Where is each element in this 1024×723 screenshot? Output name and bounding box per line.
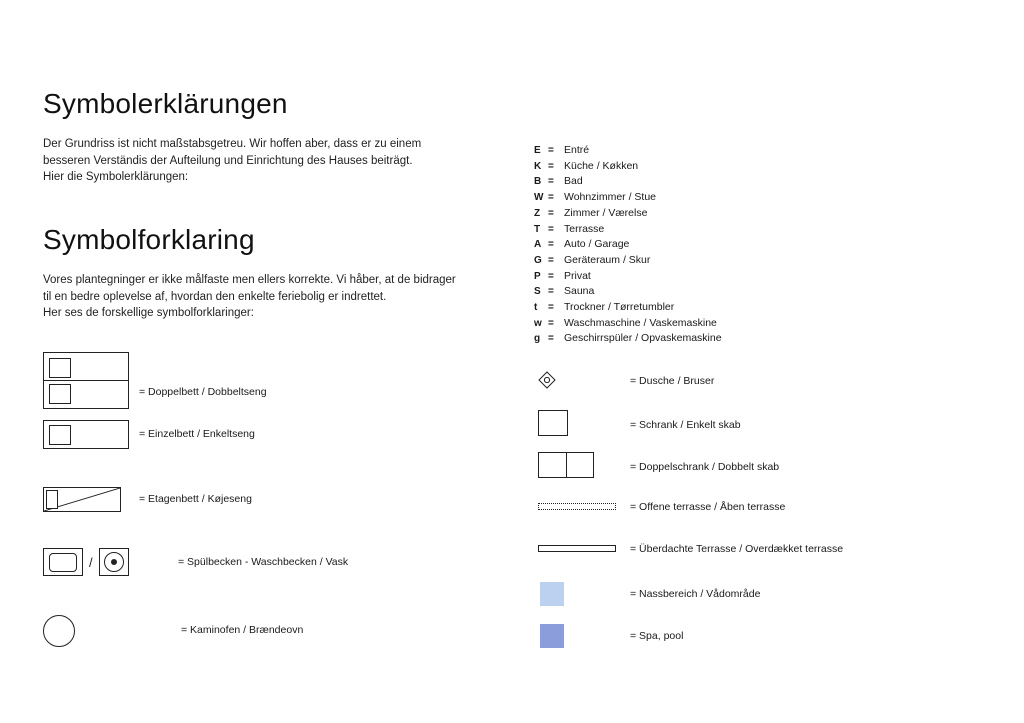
intro-paragraph-de bbox=[43, 136, 503, 186]
sink-square-icon bbox=[43, 548, 83, 576]
legend-label: = Etagenbett / Køjeseng bbox=[139, 493, 252, 505]
intro-paragraph-da bbox=[43, 272, 503, 322]
fireplace-stove-icon bbox=[43, 615, 75, 647]
legend-label: = Nassbereich / Vådområde bbox=[630, 587, 761, 600]
abbreviation-row bbox=[534, 253, 974, 269]
abbreviation-value: Entré bbox=[564, 144, 590, 156]
double-bed-icon bbox=[43, 352, 129, 409]
legend-label: = Offene terrasse / Åben terrasse bbox=[630, 500, 786, 513]
abbreviation-value: Küche / Køkken bbox=[564, 159, 639, 172]
abbreviation-key: P bbox=[534, 270, 541, 282]
legend-item-stove bbox=[43, 603, 513, 664]
intro-da-line-3: Her ses de forskellige symbolforklaringer: bbox=[43, 307, 254, 320]
legend-column-right bbox=[534, 367, 984, 665]
legend-label: = Schrank / Enkelt skab bbox=[630, 418, 741, 431]
legend-item-cupboard bbox=[534, 410, 984, 453]
abbreviation-row bbox=[534, 316, 974, 332]
legend-label: = Überdachte Terrasse / Overdækket terrasse bbox=[630, 543, 844, 555]
abbreviation-row bbox=[534, 190, 974, 206]
abbreviation-key: W bbox=[534, 192, 544, 204]
sink-separator: / bbox=[89, 554, 93, 570]
legend-label: = Kaminofen / Brændeovn bbox=[181, 624, 304, 636]
abbreviation-row bbox=[534, 174, 974, 190]
abbreviation-key: A bbox=[534, 239, 542, 251]
legend-item-covered-terrace bbox=[534, 537, 984, 580]
abbreviation-key: Z bbox=[534, 207, 541, 219]
intro-da-line-1: Vores plantegninger er ikke målfaste men ellers korrekte. Vi håber, at de bidrager bbox=[43, 274, 456, 287]
legend-item-sink bbox=[43, 542, 513, 603]
abbreviation-row bbox=[534, 284, 974, 300]
legend-label: = Doppelschrank / Dobbelt skab bbox=[630, 461, 780, 473]
legend-item-double-cupboard bbox=[534, 452, 984, 495]
text-column-left bbox=[43, 88, 503, 322]
shower-icon bbox=[538, 371, 556, 394]
abbreviation-row bbox=[534, 143, 974, 159]
abbreviation-value: Zimmer / Værelse bbox=[564, 206, 648, 219]
abbreviation-key: w bbox=[534, 317, 542, 329]
sink-basin-icon bbox=[43, 548, 129, 576]
legend-label: = Dusche / Bruser bbox=[630, 375, 715, 387]
intro-de-line-3: Hier die Symbolerklärungen: bbox=[43, 171, 189, 184]
intro-de-line-1: Der Grundriss ist nicht maßstabsgetreu. Wir hoffen aber, dass er zu einem bbox=[43, 138, 422, 150]
abbreviation-key: B bbox=[534, 176, 542, 188]
abbreviation-equals: = bbox=[548, 207, 554, 219]
abbreviation-key: T bbox=[534, 223, 541, 235]
legend-label: = Doppelbett / Dobbeltseng bbox=[139, 386, 267, 398]
abbreviation-equals: = bbox=[548, 270, 554, 282]
wet-area-swatch-icon bbox=[540, 582, 564, 606]
single-bed-icon bbox=[43, 420, 129, 449]
abbreviation-row bbox=[534, 331, 974, 347]
abbreviation-equals: = bbox=[548, 223, 554, 235]
abbreviation-value: Bad bbox=[564, 175, 583, 188]
abbreviation-equals: = bbox=[548, 302, 554, 314]
legend-column-left bbox=[43, 352, 513, 664]
abbreviation-key: g bbox=[534, 333, 541, 345]
abbreviation-value: Terrasse bbox=[564, 222, 605, 235]
abbreviation-key: t bbox=[534, 302, 538, 314]
abbreviation-equals: = bbox=[548, 286, 554, 298]
intro-da-line-2: til en bedre oplevelse af, hvordan den enkelte feriebolig er indrettet. bbox=[43, 290, 387, 303]
double-cupboard-icon bbox=[538, 452, 594, 478]
sink-round-icon bbox=[99, 548, 129, 576]
abbreviation-equals: = bbox=[548, 239, 554, 251]
abbreviation-value: Auto / Garage bbox=[564, 238, 630, 251]
abbreviation-equals: = bbox=[548, 176, 554, 188]
abbreviation-value: Geschirrspüler / Opvaskemaskine bbox=[564, 332, 722, 345]
abbreviation-value: Privat bbox=[564, 269, 591, 282]
spa-pool-swatch-icon bbox=[540, 624, 564, 648]
legend-item-bunk-bed bbox=[43, 481, 513, 542]
legend-label: = Einzelbett / Enkeltseng bbox=[139, 428, 255, 440]
legend-item-open-terrace bbox=[534, 495, 984, 538]
abbreviation-row bbox=[534, 300, 974, 316]
open-terrace-icon bbox=[538, 503, 616, 510]
page-title-da: Symbolforklaring bbox=[43, 224, 255, 256]
legend-item-wet-area bbox=[534, 580, 984, 623]
legend-label: = Spülbecken - Waschbecken / Vask bbox=[178, 556, 349, 568]
abbreviation-value: Trockner / Tørretumbler bbox=[564, 301, 675, 314]
abbreviation-key: S bbox=[534, 286, 541, 298]
abbreviation-row bbox=[534, 206, 974, 222]
intro-de-line-2: besseren Verständis der Aufteilung und Einrichtung des Hauses beiträgt. bbox=[43, 154, 413, 167]
cupboard-icon bbox=[538, 410, 568, 436]
bunk-bed-icon bbox=[43, 487, 121, 512]
legend-item-single-bed bbox=[43, 420, 513, 481]
abbreviation-row bbox=[534, 237, 974, 253]
abbreviation-value: Geräteraum / Skur bbox=[564, 253, 651, 266]
legend-item-double-bed bbox=[43, 352, 513, 420]
page-title-de: Symbolerklärungen bbox=[43, 88, 288, 119]
legend-item-shower bbox=[534, 367, 984, 410]
legend-label: = Spa, pool bbox=[630, 630, 684, 642]
abbreviation-row bbox=[534, 159, 974, 175]
abbreviation-key: E bbox=[534, 145, 541, 156]
abbreviation-list bbox=[534, 143, 974, 347]
covered-terrace-icon bbox=[538, 545, 616, 552]
abbreviation-value: Wohnzimmer / Stue bbox=[564, 191, 657, 204]
shower-glyph-icon bbox=[538, 371, 556, 389]
abbreviation-equals: = bbox=[548, 254, 554, 266]
abbreviation-row bbox=[534, 269, 974, 285]
abbreviation-key: K bbox=[534, 160, 542, 172]
legend-item-spa-pool bbox=[534, 622, 984, 665]
abbreviation-equals: = bbox=[548, 145, 554, 156]
abbreviation-row bbox=[534, 222, 974, 238]
abbreviation-key: G bbox=[534, 254, 542, 266]
abbreviation-equals: = bbox=[548, 317, 554, 329]
abbreviation-equals: = bbox=[548, 192, 554, 204]
abbreviation-equals: = bbox=[548, 333, 554, 345]
abbreviation-value: Sauna bbox=[564, 285, 595, 298]
abbreviation-value: Waschmaschine / Vaskemaskine bbox=[564, 316, 717, 329]
abbreviation-equals: = bbox=[548, 160, 554, 172]
